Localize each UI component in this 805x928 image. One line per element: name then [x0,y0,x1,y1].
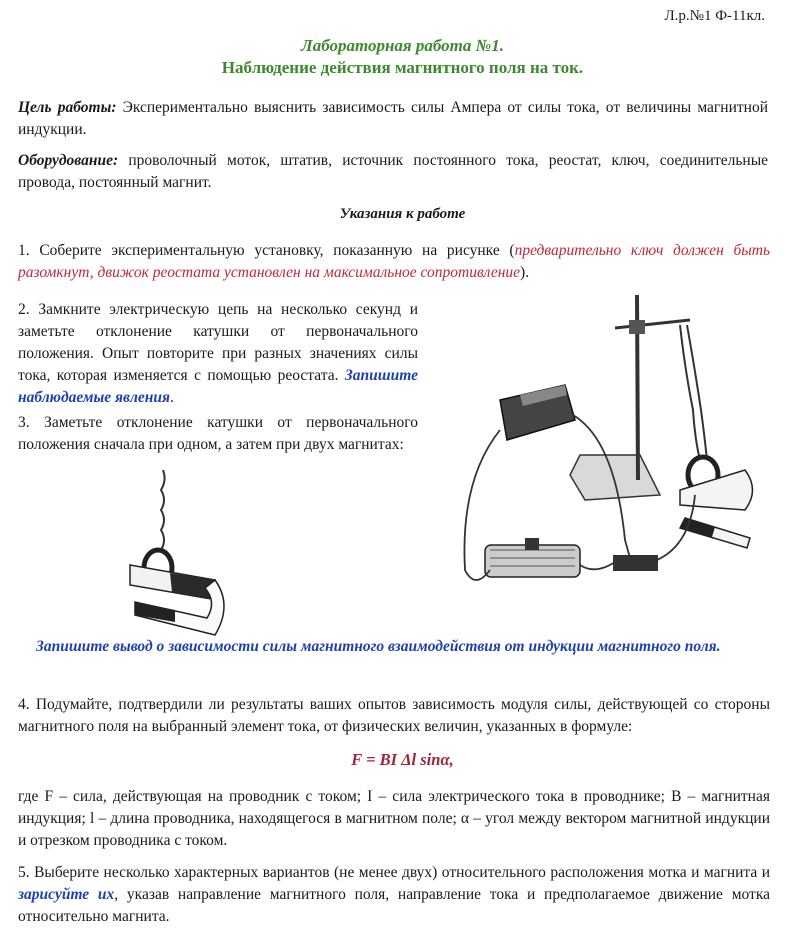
equipment-label: Оборудование: [18,152,119,169]
lab-subtitle: Наблюдение действия магнитного поля на ток. [221,58,584,77]
coil-magnet-illustration [125,470,235,640]
conclusion-task: Запишите вывод о зависимости силы магнитного взаимодействия от индукции магнитного поля. [36,638,721,655]
goal-label: Цель работы: [18,99,117,116]
twisted-wire [161,470,165,550]
switch-key [613,555,658,571]
step-number: 3. [18,414,30,431]
step-number: 2. [18,301,30,318]
step-1 [18,240,770,284]
clamp [629,320,645,334]
apparatus-illustration [445,290,765,610]
document-code: Л.р.№1 Ф-11кл. [664,8,765,24]
step-4-text: Подумайте, подтвердили ли результаты ваших опытов зависимость модуля силы, действующей со стороны магнитного поля на выбранный элемент тока, от физических величин, указанных в формуле: [18,696,771,735]
step-3-text: Заметьте отклонение катушки от первоначального положения сначала при одном, а затем при двух магнитах: [18,414,419,453]
step-2-end: . [170,389,174,406]
goal-text: Экспериментально выяснить зависимость силы Ампера от силы тока, от величины магнитной индукции. [18,99,768,138]
lab-title: Лабораторная работа №1. [301,36,504,55]
bar-magnet-pole [680,518,715,537]
step-5-text: Выберите несколько характерных вариантов (не менее двух) относительного расположения мотка и магнита и [34,864,771,881]
ampere-formula: F = BI Δl sinα, [351,750,454,769]
equipment-text: проволочный моток, штатив, источник постоянного тока, реостат, ключ, соединительные провода, постоянный магнит. [18,152,769,191]
rheostat-slider [525,538,539,550]
step-2-task: Запишите наблюдаемые явления [18,367,419,406]
step-5-task: зарисуйте их [18,886,115,903]
step-number: 1. [18,242,30,259]
goal-block [18,97,768,141]
step-number: 5. [18,864,30,881]
stand-base [570,455,660,500]
step-1-text: Соберите экспериментальную установку, показанную на рисунке ( [39,242,515,259]
step-1-warning: предварительно ключ должен быть разомкнут, движок реостата установлен на максимальное сопротивление [18,242,770,281]
step-5-text-end: , указав направление магнитного поля, направление тока и предполагаемое движение мотка относительно магнита. [18,886,770,925]
step-5 [18,862,770,928]
wire-3 [580,562,615,569]
instructions-heading: Указания к работе [339,206,466,222]
equipment-block [18,150,768,194]
stand-arm [615,320,690,328]
step-1-end: ). [520,264,530,281]
step-2-text: Замкните электрическую цепь на несколько секунд и заметьте отклонение катушки от первоначального положения. Опыт повторите при разных значениях силы тока, которая изменяется с помощью реостата. [18,301,418,384]
step-2 [18,299,418,409]
step-number: 4. [18,696,30,713]
step-3 [18,412,418,456]
step-4 [18,694,770,738]
formula-explanation: где F – сила, действующая на проводник с током; I – сила электрического тока в проводнике; B – магнитная индукция; l – длина проводника, находящегося в магнитном поле; α – угол между вектором магнитной индукции и отрезком проводника с током. [18,788,770,849]
